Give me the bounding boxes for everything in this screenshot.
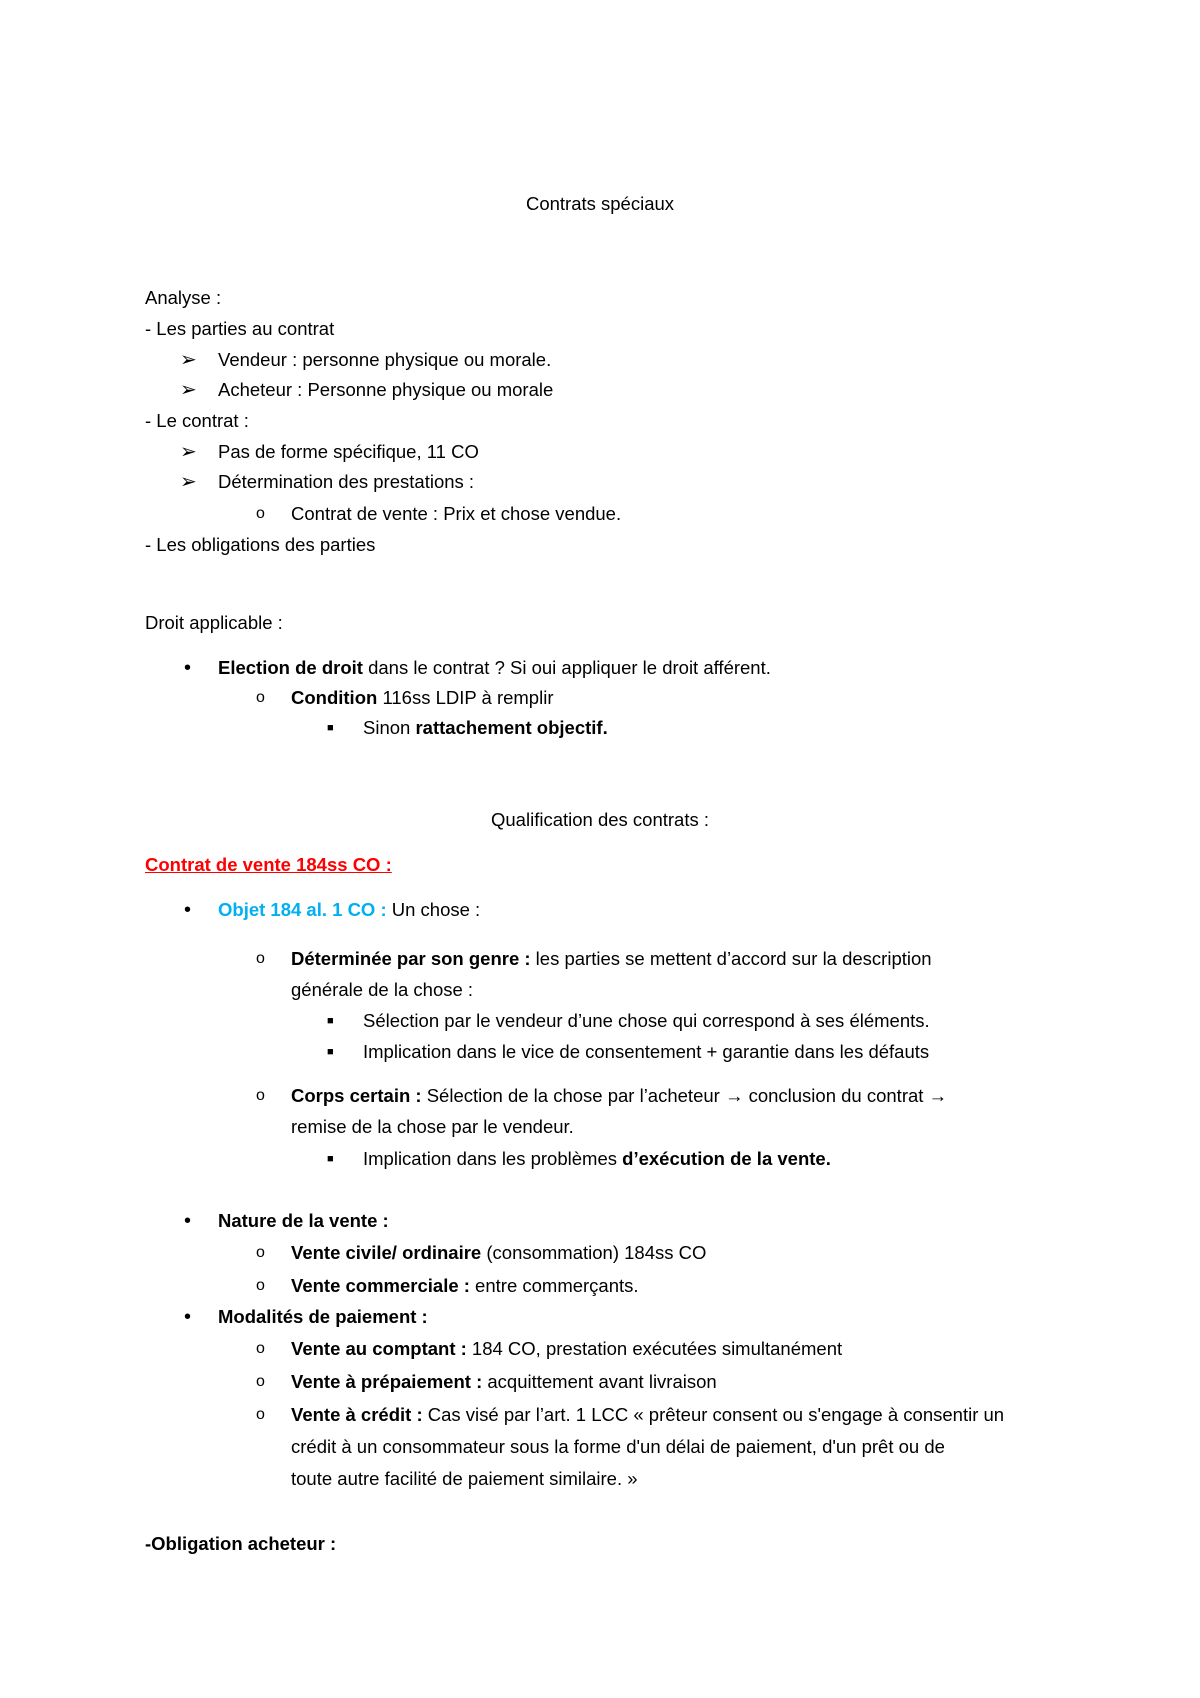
objet-rest: Un chose :: [386, 899, 481, 920]
civile-bold: Vente civile/ ordinaire: [291, 1242, 482, 1263]
comptant-rest: 184 CO, prestation exécutées simultanément: [466, 1338, 843, 1359]
genre-bold: Déterminée par son genre :: [291, 948, 531, 969]
list-item-objet: [218, 898, 480, 922]
corps-bold: Corps certain :: [291, 1085, 422, 1106]
list-item-contrat-vente: Contrat de vente : Prix et chose vendue.: [291, 503, 622, 524]
droit-heading: Droit applicable :: [145, 612, 283, 633]
corps-line2: remise de la chose par le vendeur.: [291, 1116, 574, 1137]
arrow-bullet-icon: ➢: [180, 349, 197, 371]
arrow-bullet-icon: ➢: [180, 379, 197, 401]
qualification-heading: Qualification des contrats :: [491, 809, 709, 830]
list-item-forme: Pas de forme spécifique, 11 CO: [218, 441, 479, 462]
genre-line2: générale de la chose :: [291, 979, 474, 1000]
list-item-determination: Détermination des prestations :: [218, 471, 475, 492]
dot-bullet-icon: •: [184, 899, 192, 921]
parties-label: - Les parties au contrat: [145, 318, 335, 339]
comptant-bold: Vente au comptant :: [291, 1338, 467, 1359]
circle-bullet-icon: o: [256, 1406, 265, 1423]
list-item-comptant: [291, 1337, 842, 1361]
circle-bullet-icon: o: [256, 1340, 265, 1357]
list-item-selection: Sélection par le vendeur d’une chose qui correspond à ses éléments.: [363, 1010, 930, 1031]
condition-bold: Condition: [291, 687, 378, 708]
list-item-genre: [291, 947, 932, 971]
list-item-implication-execution: [363, 1147, 831, 1171]
impl-exec-pre: Implication dans les problèmes: [363, 1148, 623, 1169]
square-bullet-icon: ■: [327, 722, 334, 734]
commerciale-bold: Vente commerciale :: [291, 1275, 470, 1296]
circle-bullet-icon: o: [256, 1277, 265, 1294]
dot-bullet-icon: •: [184, 657, 192, 679]
page-title: Contrats spéciaux: [525, 193, 675, 214]
impl-exec-bold: d’exécution de la vente.: [622, 1148, 831, 1169]
nature-heading: Nature de la vente :: [218, 1210, 389, 1231]
arrow-bullet-icon: ➢: [180, 471, 197, 493]
square-bullet-icon: ■: [327, 1046, 334, 1058]
prepaiement-bold: Vente à prépaiement :: [291, 1371, 483, 1392]
list-item-corps: [291, 1084, 947, 1108]
square-bullet-icon: ■: [327, 1015, 334, 1027]
circle-bullet-icon: o: [256, 689, 265, 706]
list-item-election: [218, 656, 771, 680]
credit-rest: Cas visé par l’art. 1 LCC « prêteur consent ou s'engage à consentir un: [422, 1404, 1005, 1425]
contrat-label: - Le contrat :: [145, 410, 249, 431]
credit-bold: Vente à crédit :: [291, 1404, 423, 1425]
modalites-heading: Modalités de paiement :: [218, 1306, 428, 1327]
credit-line2: crédit à un consommateur sous la forme d'un délai de paiement, d'un prêt ou de: [291, 1436, 945, 1457]
election-bold: Election de droit: [218, 657, 363, 678]
list-item-sinon: [363, 716, 608, 740]
obligation-acheteur-heading: -Obligation acheteur :: [145, 1533, 337, 1554]
analyse-heading: Analyse :: [145, 287, 222, 308]
election-rest: dans le contrat ? Si oui appliquer le droit afférent.: [362, 657, 771, 678]
list-item-civile: [291, 1241, 706, 1265]
prepaiement-rest: acquittement avant livraison: [482, 1371, 717, 1392]
list-item-credit: [291, 1403, 1004, 1427]
civile-rest: (consommation) 184ss CO: [481, 1242, 707, 1263]
contrat-vente-title-text: Contrat de vente 184ss CO :: [145, 854, 392, 875]
obligations-label: - Les obligations des parties: [145, 534, 376, 555]
sinon-pre: Sinon: [363, 717, 416, 738]
list-item-acheteur: Acheteur : Personne physique ou morale: [218, 379, 554, 400]
circle-bullet-icon: o: [256, 505, 265, 522]
list-item-vendeur: Vendeur : personne physique ou morale.: [218, 349, 552, 370]
list-item-condition: [291, 686, 553, 710]
credit-line3: toute autre facilité de paiement similaire. »: [291, 1468, 638, 1489]
commerciale-rest: entre commerçants.: [469, 1275, 639, 1296]
circle-bullet-icon: o: [256, 950, 265, 967]
genre-rest: les parties se mettent d’accord sur la description: [530, 948, 932, 969]
dot-bullet-icon: •: [184, 1306, 192, 1328]
contrat-vente-title: [145, 853, 392, 877]
sinon-bold: rattachement objectif.: [415, 717, 608, 738]
list-item-commerciale: [291, 1274, 639, 1298]
arrow-bullet-icon: ➢: [180, 441, 197, 463]
list-item-implication-vice: Implication dans le vice de consentement + garantie dans les défauts: [363, 1041, 930, 1062]
objet-label: Objet 184 al. 1 CO :: [218, 899, 387, 920]
circle-bullet-icon: o: [256, 1244, 265, 1261]
list-item-prepaiement: [291, 1370, 717, 1394]
dot-bullet-icon: •: [184, 1210, 192, 1232]
circle-bullet-icon: o: [256, 1373, 265, 1390]
corps-rest: Sélection de la chose par l’acheteur → conclusion du contrat →: [421, 1085, 948, 1106]
condition-rest: 116ss LDIP à remplir: [377, 687, 554, 708]
square-bullet-icon: ■: [327, 1153, 334, 1165]
circle-bullet-icon: o: [256, 1087, 265, 1104]
